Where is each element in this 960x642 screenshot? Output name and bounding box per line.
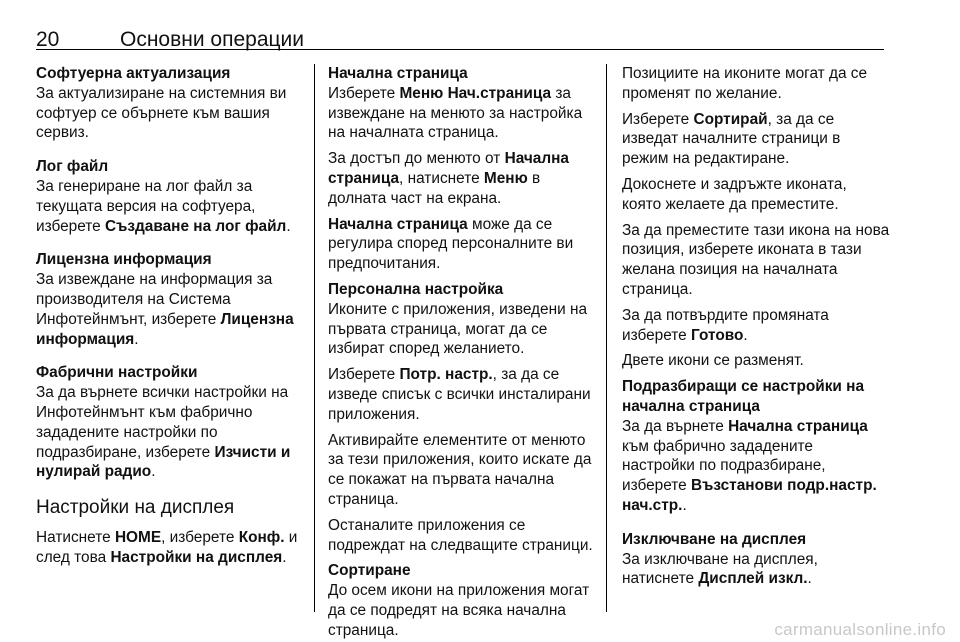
menu-item-reset-radio: Изчисти и нулирай радио (36, 443, 291, 481)
heading-display-settings: Настройки на дисплея (36, 497, 235, 519)
text-confirm: За да потвърдите промяната изберете Готово. (622, 306, 829, 344)
text-factory-settings: За да върнете всички настройки на Инфотейнмънт към фабрично зададените настройки по подразбиране, изберете Изчисти и нулирай радио. (36, 384, 291, 481)
column-divider-2 (606, 64, 607, 612)
heading-license-info: Лицензна информация (36, 251, 212, 269)
text-sorting: До осем икони на приложения могат да се подредят на всяка начална страница. (328, 582, 590, 639)
text-swap: Двете икони се разменят. (622, 352, 804, 370)
header-rule (36, 49, 884, 50)
section-license-info (36, 250, 298, 349)
page-title: Основни операции (120, 28, 305, 51)
section-home-page (328, 64, 596, 274)
column-3 (622, 64, 890, 603)
heading-log-file: Лог файл (36, 158, 109, 176)
section-personal-settings (328, 280, 596, 555)
section-display-settings (36, 496, 298, 568)
text-personal-4: Останалите приложения се подреждат на следващите страници. (328, 516, 593, 554)
text-personal-2: Изберете Потр. настр., за да се изведе списък с всички инсталирани приложения. (328, 366, 591, 423)
page-number: 20 (36, 28, 60, 51)
text-move-icon: За да преместите тази икона на нова позиция, изберете иконата в тази желана позиция на началната страница. (622, 221, 890, 298)
text-home-page-3: Начална страница може да се регулира според персоналните ви предпочитания. (328, 215, 574, 273)
text-display-off: За изключване на дисплея, натиснете Дисплей изкл.. (622, 550, 818, 588)
text-log-file: За генериране на лог файл за текущата версия на софтуера, изберете Създаване на лог файл. (36, 177, 291, 235)
text-display-settings: Натиснете HOME, изберете Конф. и след това Настройки на дисплея. (36, 529, 298, 566)
text-select-sort: Изберете Сортирай, за да се изведат началните страници в режим на редактиране. (622, 110, 841, 168)
heading-personal-settings: Персонална настройка (328, 280, 504, 298)
column-2 (328, 64, 596, 641)
text-software-update: За актуализиране на системния ви софтуер се обърнете към вашия сервиз. (36, 84, 287, 142)
column-divider-1 (314, 64, 315, 612)
text-home-page-1: Изберете Меню Нач.страница за извеждане на менюто за настройка на началната страница. (328, 84, 583, 142)
text-personal-3: Активирайте елементите от менюто за тези приложения, които искате да се покажат на първата начална страница. (328, 431, 592, 508)
text-default-home: За да върнете Начална страница към фабрично зададените настройки по подразбиране, изберете Възстанови подр.настр. нач.стр.. (622, 417, 877, 514)
heading-factory-settings: Фабрични настройки (36, 364, 198, 382)
column-1 (36, 64, 298, 568)
heading-home-page: Начална страница (328, 65, 468, 82)
section-sorting (328, 561, 596, 640)
section-default-home (622, 377, 890, 516)
section-log-file (36, 157, 298, 236)
section-software-update (36, 64, 298, 143)
text-personal-1: Иконите с приложения, изведени на първата страница, могат да се избират според желанието. (328, 300, 588, 358)
section-factory-settings (36, 363, 298, 482)
text-license-info: За извеждане на информация за производителя на Система Инфотейнмънт, изберете Лицензна информация. (36, 271, 294, 348)
text-touch-hold: Докоснете и задръжте иконата, която желаете да преместите. (622, 175, 847, 213)
page-header (36, 24, 884, 60)
menu-item-license-info: Лицензна информация (36, 310, 294, 348)
heading-default-home: Подразбиращи се настройки на начална страница (622, 378, 865, 415)
section-display-off (622, 530, 890, 589)
heading-display-off: Изключване на дисплея (622, 530, 807, 548)
heading-software-update: Софтуерна актуализация (36, 65, 231, 82)
heading-sorting: Сортиране (328, 562, 411, 580)
text-icon-positions: Позициите на иконите могат да се променят по желание. (622, 65, 868, 102)
watermark: carmanualsonline.info (774, 620, 946, 639)
menu-item-create-log: Създаване на лог файл (105, 217, 287, 235)
text-home-page-2: За достъп до менюто от Начална страница, натиснете Меню в долната част на екрана. (328, 150, 569, 207)
